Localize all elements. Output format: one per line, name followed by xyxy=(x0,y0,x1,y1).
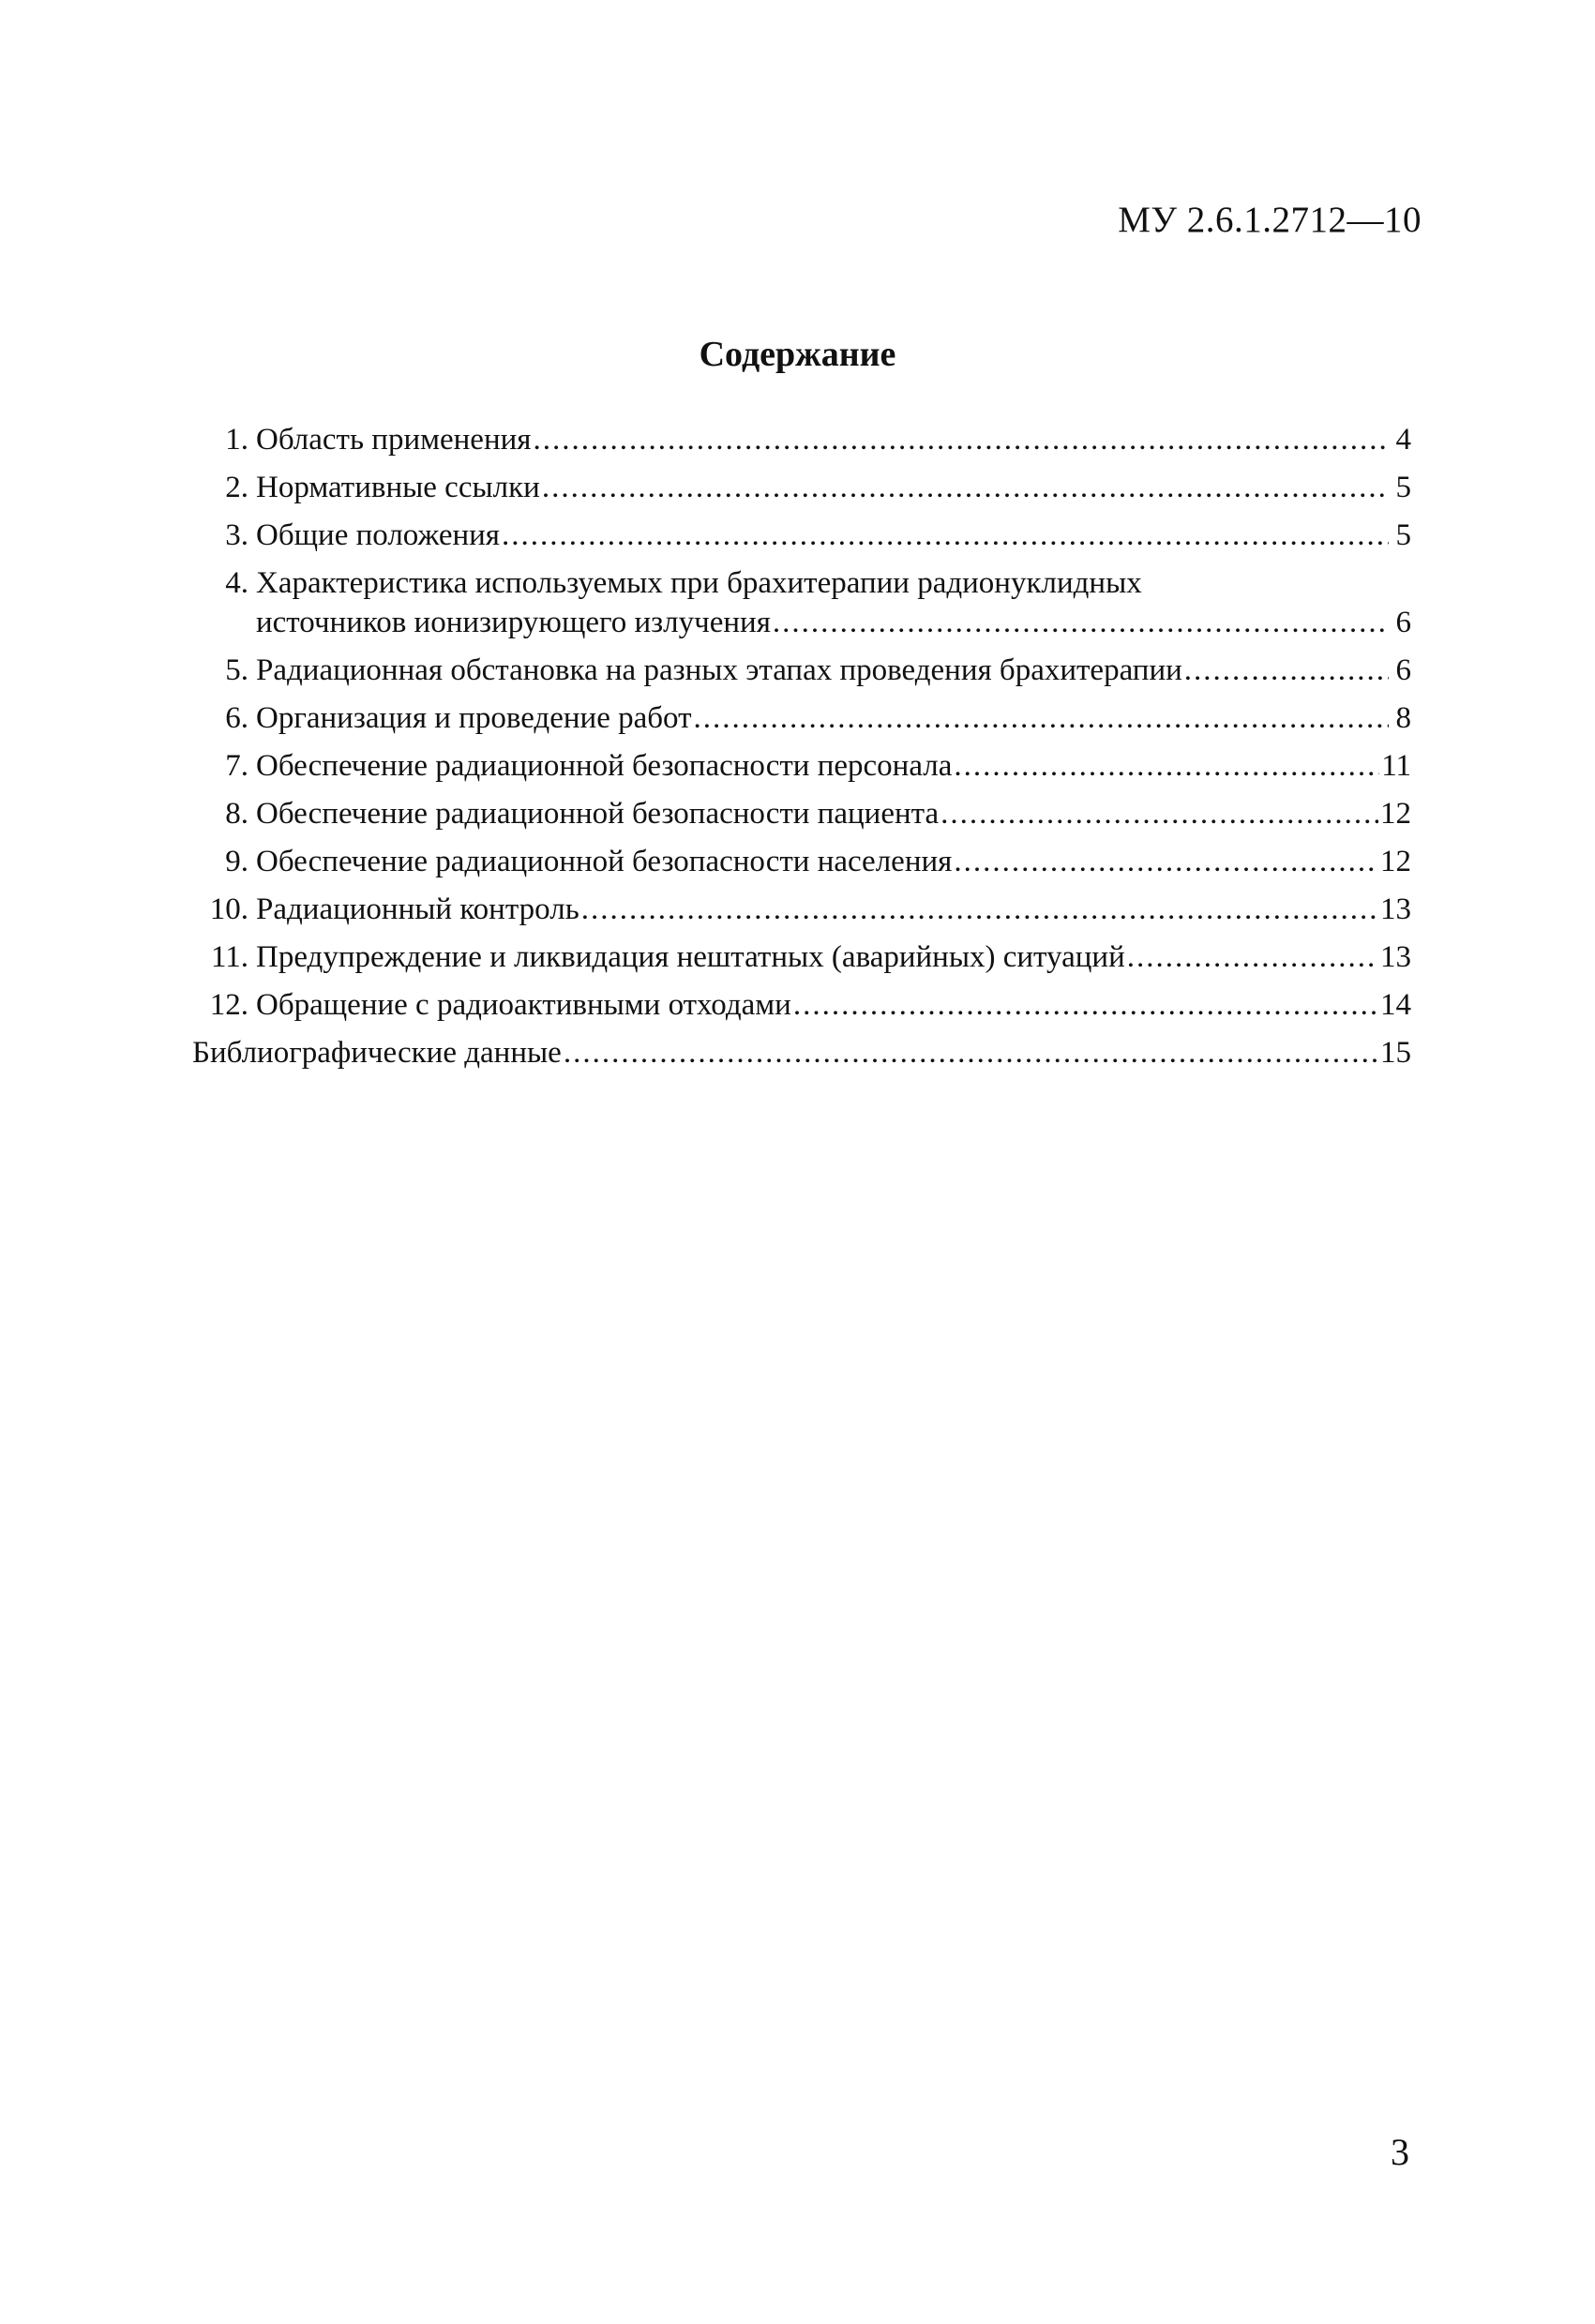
toc-entry-9[interactable] xyxy=(192,842,1411,890)
toc-entry-number: 8. xyxy=(225,797,248,831)
toc-entry-page: 12 xyxy=(1380,797,1411,831)
toc-entry-number: 1. xyxy=(225,423,248,457)
toc-entry-12[interactable] xyxy=(192,985,1411,1033)
document-code: МУ 2.6.1.2712—10 xyxy=(1118,200,1422,240)
toc-entry-page: 13 xyxy=(1380,892,1411,926)
toc-entry-title: Область применения xyxy=(256,423,532,457)
toc-entry-number: 12. xyxy=(209,988,248,1022)
table-of-contents xyxy=(192,420,1411,1081)
toc-entry-title: Организация и проведение работ xyxy=(256,701,692,735)
toc-entry-page: 5 xyxy=(1395,471,1411,504)
toc-entry-8[interactable] xyxy=(192,794,1411,842)
toc-entry-6[interactable] xyxy=(192,698,1411,746)
toc-entry-number: 2. xyxy=(225,471,248,504)
toc-entry-5[interactable] xyxy=(192,651,1411,698)
toc-entry-11[interactable] xyxy=(192,937,1411,985)
toc-entry-page: 12 xyxy=(1380,845,1411,878)
toc-entry-page: 8 xyxy=(1395,701,1411,735)
toc-entry-title: Обеспечение радиационной безопасности пациента xyxy=(256,797,940,831)
toc-entry-number: 5. xyxy=(225,653,248,687)
dot-leader xyxy=(954,746,1379,786)
toc-entry-title: Общие положения xyxy=(256,518,500,552)
dot-leader xyxy=(940,794,1378,833)
toc-entry-3[interactable] xyxy=(192,516,1411,563)
dot-leader xyxy=(533,420,1389,459)
dot-leader xyxy=(773,603,1389,642)
toc-entry-1[interactable] xyxy=(192,420,1411,468)
toc-entry-page: 13 xyxy=(1380,940,1411,974)
toc-entry-bibliography[interactable] xyxy=(192,1033,1411,1081)
toc-entry-number: 10. xyxy=(209,892,248,926)
toc-entry-page: 6 xyxy=(1395,653,1411,687)
toc-entry-number: 11. xyxy=(210,940,248,974)
page-number: 3 xyxy=(1391,2131,1409,2173)
toc-entry-number: 3. xyxy=(225,518,248,552)
toc-entry-page: 14 xyxy=(1380,988,1411,1022)
toc-entry-number: 9. xyxy=(225,845,248,878)
dot-leader xyxy=(1127,937,1378,977)
dot-leader xyxy=(694,698,1389,738)
toc-entry-title: Обеспечение радиационной безопасности персонала xyxy=(256,749,953,783)
toc-entry-number: 6. xyxy=(225,701,248,735)
toc-entry-title: Радиационная обстановка на разных этапах проведения брахитерапии xyxy=(256,653,1182,687)
toc-entry-title: Предупреждение и ликвидация нештатных (аварийных) ситуаций xyxy=(256,940,1125,974)
toc-entry-title: Библиографические данные xyxy=(192,1036,562,1070)
toc-entry-title: Характеристика используемых при брахитерапии радионуклидных xyxy=(256,566,1142,600)
toc-entry-title: Обеспечение радиационной безопасности населения xyxy=(256,845,953,878)
toc-entry-page: 15 xyxy=(1380,1036,1411,1070)
dot-leader xyxy=(502,516,1389,555)
toc-entry-4[interactable] xyxy=(192,563,1411,642)
dot-leader xyxy=(542,468,1389,507)
toc-entry-page: 5 xyxy=(1395,518,1411,552)
dot-leader xyxy=(581,890,1378,929)
toc-entry-number: 7. xyxy=(225,749,248,783)
toc-entry-page: 6 xyxy=(1395,606,1411,639)
toc-entry-10[interactable] xyxy=(192,890,1411,937)
toc-entry-7[interactable] xyxy=(192,746,1411,794)
dot-leader xyxy=(1184,651,1389,690)
toc-entry-page: 11 xyxy=(1381,749,1411,783)
toc-entry-2[interactable] xyxy=(192,468,1411,516)
toc-entry-page: 4 xyxy=(1395,423,1411,457)
toc-entry-title: Обращение с радиоактивными отходами xyxy=(256,988,791,1022)
toc-entry-number: 4. xyxy=(225,566,248,600)
toc-entry-title-continued: источников ионизирующего излучения xyxy=(256,606,771,639)
toc-entry-title: Радиационный контроль xyxy=(256,892,579,926)
dot-leader xyxy=(793,985,1378,1025)
dot-leader xyxy=(954,842,1378,881)
dot-leader xyxy=(564,1033,1378,1072)
toc-title: Содержание xyxy=(699,335,896,374)
toc-entry-title: Нормативные ссылки xyxy=(256,471,540,504)
